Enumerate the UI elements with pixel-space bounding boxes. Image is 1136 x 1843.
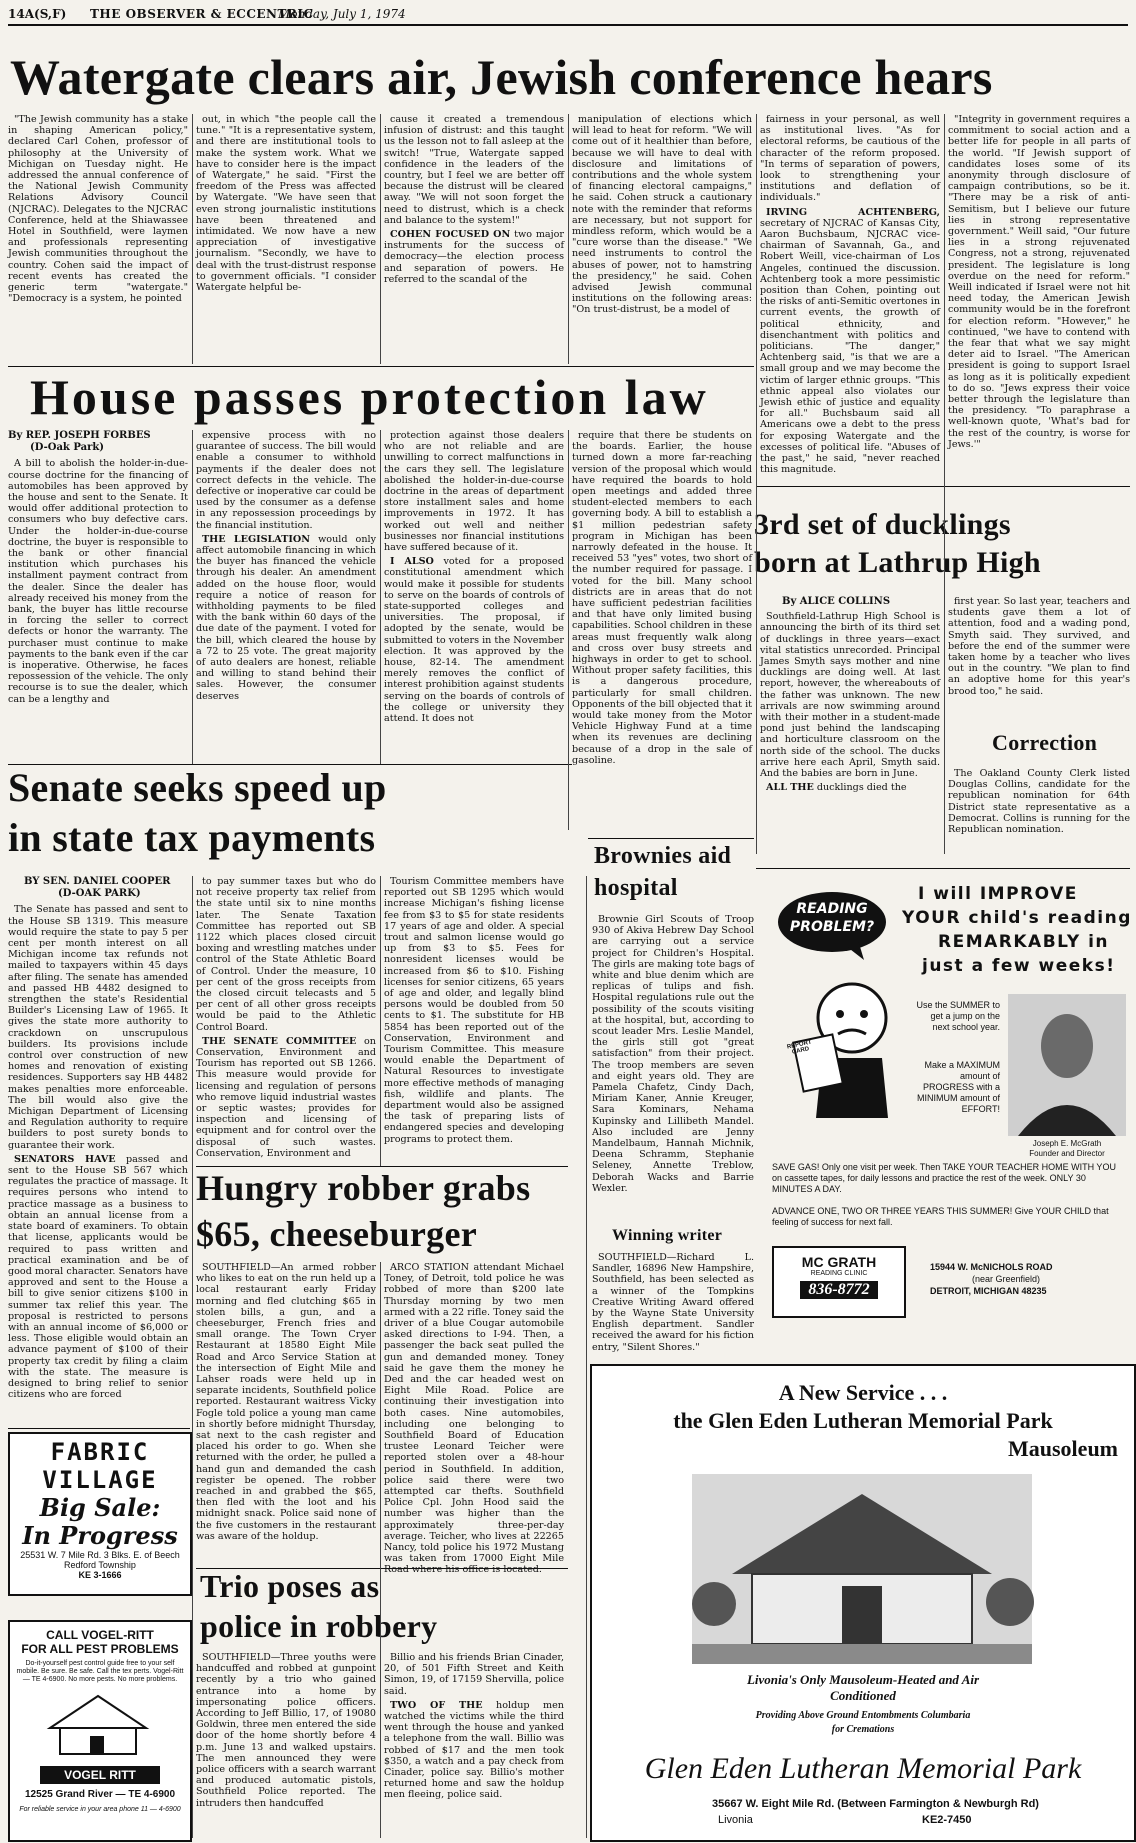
- rule-fabric-top: [8, 1428, 190, 1429]
- fabric-ad-line3: Big Sale:: [39, 1493, 161, 1522]
- rule-watergate-right-bottom: [756, 486, 1130, 487]
- col-rule: [586, 876, 587, 1838]
- glen-ad-tagline-2: Conditioned: [830, 1688, 896, 1703]
- col-rule: [192, 430, 193, 764]
- col-rule: [192, 114, 193, 364]
- mcgrath-address-2: (near Greenfield): [972, 1274, 1041, 1284]
- house-illustration-icon: [10, 1688, 186, 1758]
- ducklings-col-2: first year. So last year, teachers and students gave them a lot of attention, food and a wading pond, Smyth said. They survived, and before the end of the summer were taken home by a teacher who lives out in the country. "We plan to find an adoptive home for this year's brood too," he said.: [948, 596, 1130, 697]
- mcgrath-body: SAVE GAS! Only one visit per week. Then TAKE YOUR TEACHER HOME WITH YOU on cassette tapes, for daily lessons and practice the rest of the week. ONLY 30 MINUTES A DAY.: [772, 1162, 1116, 1194]
- house-byline-district: (D-Oak Park): [30, 442, 104, 454]
- glen-ad-sub-2: for Cremations: [831, 1724, 895, 1735]
- portrait-caption-title: Founder and Director: [1029, 1149, 1105, 1158]
- watergate-subhead-achtenberg: IRVING ACHTENBERG,: [766, 206, 940, 218]
- senate-col-3: Tourism Committee members have reported out SB 1295 which would increase Michigan's fishing license fee from $3 to $5 for state residents 17 years of age and older. A special trout and salmon license would go up from $3 to $5. Fees for nonresident licenses would be increased from $6 to $10. Fishing licenses for senior citizens, 65 years of age and older, and legally blind persons would be doubled from 50 cents to $1. The substitute for HB 5854 has been reported out of the Conservation, Environment and Tourism Committee. This measure would enable the Department of Natural Resources to investigate more effective methods of managing fish, wildlife and plants. The department would also be assigned the task of preparing lists of endangered species and developing programs to protect them.: [384, 876, 564, 1145]
- house-headline: House passes protection law: [30, 369, 709, 425]
- report-card-label: REPORT CARD: [786, 1039, 813, 1056]
- vogel-ad-address: 12525 Grand River — TE 4-6900: [24, 1789, 176, 1800]
- mcgrath-logo-box: [772, 1246, 906, 1318]
- mcgrath-progress-text: Make a MAXIMUM amount of PROGRESS with a MINIMUM amount of EFFORT!: [916, 1060, 1000, 1114]
- vogel-ad-line1: CALL VOGEL-RITT: [46, 1628, 154, 1642]
- col-rule: [192, 876, 193, 1838]
- senate-subhead-committee: THE SENATE COMMITTEE: [202, 1035, 357, 1047]
- correction-text: The Oakland County Clerk listed Douglas Collins, candidate for the republican nomination for 64th District state representative as a Democrat. Collins is running for the Republican nomination.: [948, 768, 1130, 836]
- house-col-2: expensive process with no guarantee of success. The bill would enable a consumer to withhold payments if the dealer does not correct defects in the vehicle. The defective or inoperative car could be used by the consumer as a defense in any repossession proceedings by the financial institution. THE LEGISLATION would only affect automobile financing in which the buyer has financed the vehicle through his dealer. An amendment added on the house floor, would require a notice of reason for withholding payments to be filed with the bank within 60 days of the due date of the payment. I voted for the bill, which cleared the house by a 72 to 25 vote. The great majority of auto dealers are honest, reliable and willing to stand behind their sales. However, the consumer deserves: [196, 430, 376, 702]
- trio-headline-line2: police in robbery: [200, 1608, 438, 1644]
- glen-eden-mausoleum-ad[interactable]: [590, 1364, 1136, 1842]
- watergate-col-3: cause it created a tremendous infusion of distrust: and this taught us the lesson not to fall asleep at the switch! "True, Watergate sapped confidence in the leaders of the country, but I feel we are better off because the distrust will be cleared away. "We will not soon forget the need to distrust, which is a check and balance to the system!" COHEN FOCUSED ON two major instruments for the success of democracy—the election process and separation of powers. He referred to the scandal of the: [384, 114, 564, 285]
- portrait-photo: [1008, 994, 1126, 1136]
- trio-headline-line1: Trio poses as: [200, 1568, 380, 1604]
- mcgrath-headline-4: just a few weeks!: [922, 956, 1116, 976]
- glen-ad-headline-2: the Glen Eden Lutheran Memorial Park: [673, 1408, 1053, 1433]
- rule-ducklings-bottom: [756, 868, 1130, 869]
- senate-headline-line2: in state tax payments: [8, 815, 376, 860]
- reading-problem-bubble: READING PROBLEM?: [789, 901, 875, 935]
- watergate-subhead-cohen: COHEN FOCUSED ON: [390, 229, 511, 241]
- senate-byline: BY SEN. DANIEL COOPER: [24, 876, 171, 887]
- col-rule: [380, 876, 381, 1166]
- watergate-headline: Watergate clears air, Jewish conference hears: [10, 49, 993, 105]
- mcgrath-headline-3: REMARKABLY in: [938, 932, 1109, 952]
- ducklings-subhead: ALL THE: [766, 782, 814, 794]
- trio-subhead: TWO OF THE: [390, 1699, 483, 1711]
- col-rule: [380, 114, 381, 364]
- robber-headline-line2: $65, cheeseburger: [196, 1214, 478, 1254]
- glen-ad-tagline-1: Livonia's Only Mausoleum-Heated and Air: [746, 1672, 980, 1687]
- vogel-ad-fineprint-2: For reliable service in your area phone 11 — 4-6900: [19, 1806, 181, 1813]
- col-rule: [380, 430, 381, 764]
- col-rule: [756, 114, 757, 854]
- senate-col-1: BY SEN. DANIEL COOPER (D-OAK PARK) The Senate has passed and sent to the House SB 1319. This measure would require the state to pay 5 per cent per month interest on all Michigan income tax refunds not mailed to taxpayers within 45 days after filing. The senate has amended and passed HB 4482 designed to strengthen the state's Residential Builder's Licensing Law of 1965. It gives the state more authority to crackdown on unscrupulous builders. Its provisions include control over construction of new homes and renovation of existing residences. Supporters say HB 4482 makes penalties more enforceable. The bill would also give the Michigan Department of Licensing and Regulation authority to require builders to post surety bonds to guarantee their work. SENATORS HAVE passed and sent to the House SB 567 which regulates the practice of massage. It requires persons who intend to practice massage as a business to obtain an annual license from a state board of examiners. To obtain that license, applicants would be required to pass written and practical examination and be of good moral character. Senators have approved and sent to the House a bill to give senior citizens $100 in summer tax relief this year. The proposal is restricted to persons with an annual income of $6,000 or less. Those eligible would obtain an advance payment of $100 of their property tax credit by filing a claim with the state. The measure is designed to bring relief to senior citizens who are forced: [8, 876, 188, 1401]
- rule-brownies-top: [588, 838, 754, 839]
- glen-ad-phone: KE2-7450: [922, 1814, 972, 1826]
- mcgrath-body-2: ADVANCE ONE, TWO OR THREE YEARS THIS SUMMER! Give YOUR CHILD that feeling of success for next fall.: [772, 1206, 1109, 1227]
- mcgrath-logo-sub: READING CLINIC: [810, 1270, 868, 1277]
- mcgrath-phone: 836-8772: [800, 1281, 877, 1299]
- mausoleum-photo-icon: [692, 1474, 1032, 1664]
- glen-ad-address: 35667 W. Eight Mile Rd. (Between Farmington & Newburgh Rd): [712, 1798, 1039, 1810]
- house-col-3: protection against those dealers who are not reliable and are unwilling to correct malfunctions in the cars they sell. The legislature abolished the holder-in-due-course doctrine in the areas of department store installment sales and home improvements in 1972. It has worked out well and neither businesses nor financial institutions have suffered because of it. I ALSO voted for a proposed constitutional amendment which would make it possible for students to serve on the boards of controls of state-supported colleges and universities. The proposal, if adopted by the senate, would be submitted to voters in the November election. It was approved by the house, 82-14. The amendment merely removes the conflict of interest prohibition against students serving on the boards of controls of the college or university they attend. It does not: [384, 430, 564, 725]
- glen-ad-city: Livonia: [718, 1814, 753, 1826]
- house-subhead-also: I ALSO: [390, 556, 434, 568]
- ducklings-headline-line1: 3rd set of ducklings: [754, 508, 1011, 541]
- brownies-headline-line1: Brownies aid: [594, 843, 732, 869]
- trio-col-1: SOUTHFIELD—Three youths were handcuffed and robbed at gunpoint recently by a trio who gained entrance into a home by impersonating police officers. According to Jeff Billio, 17, of 19080 Goldwin, three men entered the side door of the home shortly before 4 p.m. June 13 and walked upstairs. The men announced they were police officers with a search warrant and produced automatic pistols, Southfield Police reported. The intruders then handcuffed: [196, 1652, 376, 1809]
- senate-byline-district: (D-OAK PARK): [58, 888, 141, 900]
- ducklings-headline-line2: born at Lathrup High: [754, 546, 1041, 579]
- vogel-ad-fineprint: Do-it-yourself pest control guide free to your self mobile. Be sure. Be safe. Call the tex perts. Vogel-Ritt — TE 4-6900. No more pests. No more problems.: [16, 1660, 184, 1683]
- fabric-village-ad[interactable]: [8, 1432, 192, 1596]
- fabric-ad-city: Redford Township: [64, 1560, 136, 1570]
- mcgrath-headline-1: I will IMPROVE: [918, 884, 1078, 904]
- senate-col-2: to pay summer taxes but who do not receive property tax relief from the state until six to nine months later. The Senate Taxation Committee has reported out SB 1122 which places closed circuit boxing and wrestling matches under control of the State Athletic Board of Control. Under the measure, 10 per cent of the gross receipts from the closed circuit telecasts and 5 per cent of all other gross receipts would be paid to the Athletic Control Board. THE SENATE COMMITTEE on Conservation, Environment and Tourism has reported out SB 1266. This measure would provide for licensing and regulation of persons who remove liquid industrial wastes or septic wastes; provides for inspection and licensing of equipment and for control over the disposal of such wastes. Conservation, Environment and: [196, 876, 376, 1159]
- ducklings-col-1: By ALICE COLLINS Southfield-Lathrup High School is announcing the birth of its third set of ducklings in three years—exact vital statistics unrecorded. Principal James Smyth says mother and nine ducklings are doing well. At last report, however, the whereabouts of the father was unknown. The new arrivals are now swimming around with their mother in a student-made pond just behind the landscaping and horticulture classroom on the north side of the school. The ducks arrive here each April, Smyth said. And the babies are born in June. ALL THE ducklings died the: [760, 596, 940, 794]
- watergate-col-4: manipulation of elections which will lead to heat for reform. "We will come out of it healthier than before, because we will have to deal with disclosure and limitations of contributions and the whole system of financing electoral campaigns," he said. Cohen struck a cautionary note with the reminder that reforms are necessary, but not support for mindless reform, which would be a "cure worse than the disease." "We need instruments to control the abuses of power, not to hamstring the presidency," he said. Cohen advised Jewish communal institutions on the following areas: "On trust-distrust, be a model of: [572, 114, 752, 316]
- rule-senate-bottom: [196, 1166, 568, 1167]
- portrait-silhouette-icon: [1008, 994, 1126, 1136]
- brownies-text: Brownie Girl Scouts of Troop 930 of Akiva Hebrew Day School are carrying out a service project for Children's Hospital. The girls are making tote bags of white and blue denim which are replicas of tulips and fish. Hospital regulations rule out the possibility of the scouts visiting at the hospital, but, according to scout leader Mrs. Leslie Mandel, the girls still got "great satisfaction" from their project. The troop members are seven and eight years old. They are Pamela Chafetz, Cindy Dach, Miriam Kaner, Annie Kreuger, Sara Kominars, Nehama Kupinsky and Lillibeth Mandel. Also included are Jenny Mandelbaum, Hannah Michnik, Deena Schramm, Stephanie Seleney, Annette Treblow, Deborah Wacks and Barrie Wexler.: [592, 914, 754, 1194]
- glen-ad-logo: Glen Eden Lutheran Memorial Park: [644, 1752, 1082, 1785]
- winning-text: SOUTHFIELD—Richard L. Sandler, 16896 New Hampshire, Southfield, has been selected as a winner of the Tompkins Creative Writing Award offered by the Wayne State University English department. Sandler received the award for his fiction entry, "Silent Shores.": [592, 1252, 754, 1353]
- issue-date: Monday, July 1, 1974: [278, 7, 406, 21]
- vogel-ad-logo: VOGEL RITT: [40, 1766, 160, 1784]
- col-rule: [944, 114, 945, 854]
- mcgrath-address-3: DETROIT, MICHIGAN 48235: [930, 1286, 1047, 1296]
- mcgrath-reading-ad[interactable]: [762, 876, 1132, 1328]
- watergate-col-2: out, in which "the people call the tune." "It is a representative system, and there are institutional tools to make the system work. What we have to consider here is the impact of Watergate," he said. "First the freedom of the Press was affected by Watergate. "We have seen that even strong journalistic institutions have been threatened and intimidated. We now have a new appreciation of investigative journalism. "Secondly, we have to deal with the trust-distrust response to government officials. "I consider Watergate helpful be-: [196, 114, 376, 294]
- vogel-ritt-ad[interactable]: [8, 1620, 192, 1842]
- paper-name: THE OBSERVER & ECCENTRIC: [90, 7, 314, 21]
- watergate-col-1: "The Jewish community has a stake in shaping American policy," declared Carl Cohen, professor of philosophy at the University of Michigan on Tuesday night. He addressed the annual conference of the National Jewish Community Relations Advisory Council (NJCRAC). Delegates to the NJCRAC Conference, held at the Shiawassee Hotel in Southfield, were laymen and professionals representing Jewish communities throughout the country. Cohen said the impact of recent events has created the generic term "watergate." "Democracy is a system, he pointed: [8, 114, 188, 305]
- correction-headline: Correction: [992, 730, 1098, 755]
- portrait-caption-name: Joseph E. McGrath: [1032, 1139, 1102, 1148]
- house-col-4: require that there be students on the boards. Earlier, the house turned down a more far-reaching version of the proposal which would have required the boards to hold open meetings and added three student-elected members to each governing body. A bill to establish a $1 million pedestrian safety program in Michigan has been narrowly defeated in the house. It received 53 "yes" votes, two short of the number required for passage. I voted for the bill. Many school districts are in areas that do not have sufficient pedestrian facilities and that have only limited busing capabilities. School children in these areas must frequently walk along and cross over busy streets and highways in order to get to school. Without proper safety facilities, this is a dangerous procedure, particularly for small children. Opponents of the bill objected that it would take money from the Motor Vehicle Highway Fund at a time when its revenues are declining because of a drop in the sale of gasoline.: [572, 430, 752, 766]
- house-col-1: By REP. JOSEPH FORBES (D-Oak Park) A bill to abolish the holder-in-due-course doctrine for the financing of automobiles has been approved by the house and sent to the Senate. It would offer additional protection to consumers who buy defective cars. Under the holder-in-due-course doctrine, the buyer is responsible to the bank or other financial institution which purchases his installment payment contract from the dealer. Since the dealer has already received his money from the bank, the buyer has little recourse in forcing the seller to correct defects or honor the warranty. The purchaser must continue to make payments to the bank even if the car is inoperative. Otherwise, he faces repossession of the vehicle. The only recourse is to sue the dealer, which can be a lengthy and: [8, 430, 188, 705]
- house-byline: By REP. JOSEPH FORBES: [8, 430, 151, 441]
- fabric-ad-phone: KE 3-1666: [78, 1570, 122, 1580]
- ducklings-byline: By ALICE COLLINS: [782, 596, 891, 607]
- mcgrath-logo-name: MC GRATH: [801, 1254, 877, 1270]
- winning-headline: Winning writer: [612, 1227, 723, 1244]
- brownies-headline-line2: hospital: [594, 875, 678, 901]
- page-number: 14A(S,F): [8, 7, 67, 21]
- watergate-col-5: fairness in your personal, as well as institutional lives. "As for electoral reforms, be cautious of the character of the reform proposed. "In terms of separation of powers, look to strengthening your institutions and deflation of individuals." IRVING ACHTENBERG, secretary of NJCRAC of Kansas City, Aaron Buchsbaum, NJCRAC vice-chairman of Savannah, Ga., and Robert Weill, vice-chairman of Los Angeles, continued the discussion. Achtenberg took a more pessimistic position than Cohen, pointing out the risks of anti-Semitic overtones in current events, the growth of political ethnicity, and disenchantment with politics and politicians. "The danger," Achtenberg said, "is that we are a small group and we may become the victim of larger ethnic groups. "This ethnic appeal also violates our Jewish ethic of justice and equality for all." Buchsbaum said all Americans owe a debt to the press for exposing Watergate and the excesses of political life. "Abuses of the past," he said, "never reached this magnitude.: [760, 114, 940, 476]
- rule-watergate-bottom: [8, 366, 754, 367]
- mcgrath-headline-2: YOUR child's reading: [902, 908, 1132, 928]
- col-rule: [380, 1262, 381, 1838]
- trio-col-2: Billio and his friends Brian Cinader, 20, of 501 Fifth Street and Keith Simon, 19, of 17159 Shervilla, police said. TWO OF THE holdup men watched the victims while the third went through the house and yanked a telephone from the wall. Billio was robbed of $17 and the men took $350, a watch and a pay check from Cinader, police say. Billio's mother returned home and saw the holdup men fleeing, police said.: [384, 1652, 564, 1801]
- col-rule: [568, 430, 569, 830]
- rule-robber-bottom: [196, 1568, 568, 1569]
- fabric-ad-address: 25531 W. 7 Mile Rd. 3 Blks. E. of Beech: [20, 1550, 180, 1560]
- fabric-ad-line1: FABRIC: [50, 1438, 150, 1466]
- house-subhead-legislation: THE LEGISLATION: [202, 533, 310, 545]
- glen-ad-sub-1: Providing Above Ground Entombments Columbaria: [755, 1710, 971, 1721]
- glen-ad-headline-3: Mausoleum: [1008, 1436, 1118, 1461]
- folio-bar: [8, 6, 1128, 26]
- col-rule: [568, 114, 569, 364]
- fabric-ad-line2: VILLAGE: [42, 1466, 158, 1494]
- rule-house-bottom: [8, 764, 572, 765]
- mcgrath-summer-text: Use the SUMMER to get a jump on the next school year.: [916, 1000, 1000, 1032]
- robber-col-2: ARCO STATION attendant Michael Toney, of Detroit, told police he was robbed of more than $200 late Thursday morning by two men armed with a 22 rifle. Toney said the driver of a blue Cougar automobile asked directions to I-94. Then, a passenger the back seat pulled the gun and demanded money. Toney said he gave them the money he Ded and the car headed west on Eight Mile Road. Police are continuing their investigation into both cases. Nine automobiles, including one belonging to Southfield Board of Education trustee Leonard Teicher were reported stolen over a 48-hour period in Southfield. In addition, police said there were two attempted car thefts. Southfield Police Cpl. John Hood said the number was higher than the approximately three-per-day average. Teicher, who lives at 22265 Nancy, told police his 1972 Mustang was taken from 17000 Eight Mile Road where his office is located.: [384, 1262, 564, 1576]
- robber-headline-line1: Hungry robber grabs: [196, 1168, 531, 1208]
- glen-ad-headline-1: A New Service . . .: [778, 1380, 948, 1405]
- vogel-ad-line2: FOR ALL PEST PROBLEMS: [21, 1642, 179, 1656]
- senate-headline-line1: Senate seeks speed up: [8, 765, 387, 810]
- senate-subhead-senators: SENATORS HAVE: [14, 1153, 116, 1165]
- fabric-ad-line4: In Progress: [22, 1521, 178, 1550]
- watergate-col-6: "Integrity in government requires a commitment to social action and a better life for people in all parts of the world. "If Jewish support of candidates loses some of its anonymity through disclosure of campaign contributions, so be it. "There may be a risk of anti-Semitism, but I believe our future lies in strong representative government." Weill said, "Our future lies in a strong rejuvenated Congress, not a strong, rejuvenated president. The legislature is long overdue on the need for reform." Weill indicated if Israel were not hit need today, the American Jewish community would be in the forefront for election reform. "However," he continued, "we have to contend with the fear that what we say might deter aid to Israel. "The American president is going to support Israel as long as it is politically expedient to do so. "Jews express their voice better through the legislature than the presidency. "To paraphrase a well-known quote, 'What's bad for the rest of the country, is worse for Jews.'": [948, 114, 1130, 450]
- robber-col-1: SOUTHFIELD—An armed robber who likes to eat on the run held up a local restaurant early Friday morning and fled clutching $65 in stolen bills, a gun, and a cheeseburger, French fries and small orange. The Town Cryer Restaurant at 18580 Eight Mile Road and Arco Service Station at the intersection of Eight Mile and Lahser roads were held up in separate incidents, Southfield police reported. Restaurant waitress Vicky Fogle told police a young man came in shortly before midnight Thursday, sat next to the cash register and placed his order to go. When she returned with the order, he pulled a hand gun and demanded the cash register be opened. The robber reached in and grabbed the $65, then fled with the loot and his midnight snack. Police said none of the five customers in the restaurant was aware of the holdup.: [196, 1262, 376, 1542]
- mcgrath-address-1: 15944 W. McNICHOLS ROAD: [930, 1262, 1053, 1272]
